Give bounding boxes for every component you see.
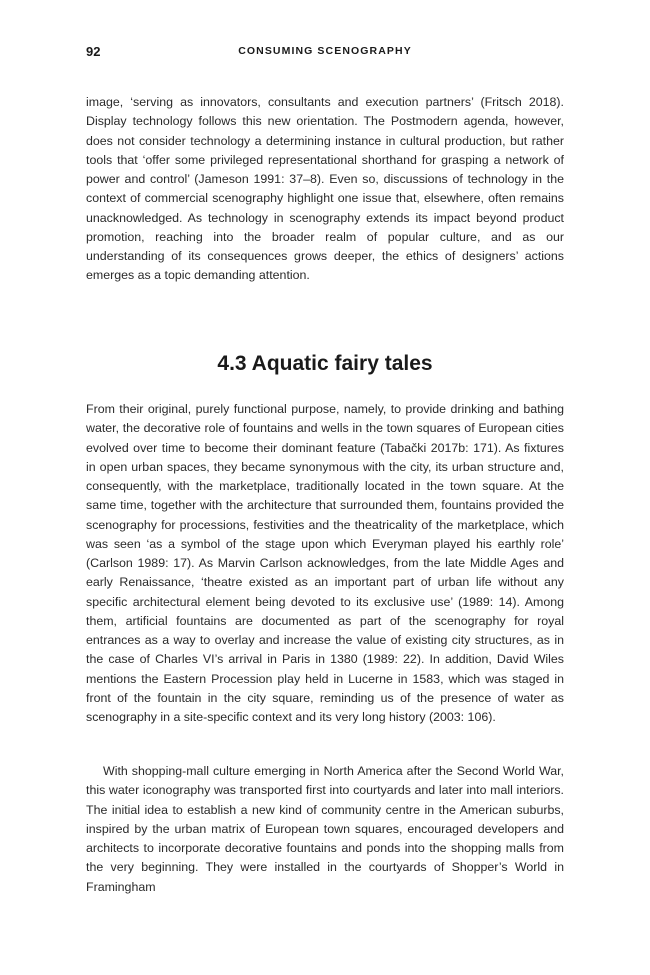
paragraph-fountains-history: From their original, purely functional purpose, namely, to provide drinking and bathing water, the decorative role of fountains and wells in the town squares of European cities evolved over time to become their dominant feature (Tabački 2017b: 171). As fixtures in open urban spaces, they became synonymous with the city, its urban structure and, consequently, with the marketplace, traditionally located in the town square. At the same time, together with the architecture that surrounded them, fountains provided the scenography for processions, festivities and the theatricality of the marketplace, which was seen ‘as a symbol of the stage upon which Everyman played his earthly role’ (Carlson 1989: 17). As Marvin Carlson acknowledges, from the late Middle Ages and early Renaissance, ‘theatre existed as an important part of urban life without any specific architectural element being devoted to its exclusive use’ (1989: 14). Among them, artificial fountains are documented as part of the scenography for royal entrances as a way to overlay and increase the value of existing city structures, as in the case of Charles VI’s arrival in Paris in 1380 (1989: 22). In addition, David Wiles mentions the Eastern Procession play held in Lucerne in 1583, which was staged in front of the fountain in the city square, reminding us of the presence of water as scenography in a site-specific context and its very long history (2003: 106). bbox=[86, 402, 564, 724]
paragraph-continued: image, ‘serving as innovators, consultants and execution partners’ (Fritsch 2018). Display technology follows this new orientation. The Postmodern agenda, however, does not consider technology a determining instance in cultural production, but rather tools that ‘offer some privileged representational shorthand for grasping a network of power and control’ (Jameson 1991: 37–8). Even so, discussions of technology in the context of commercial scenography highlight one issue that, elsewhere, often remains unacknowledged. As technology in scenography extends its impact beyond product promotion, reaching into the broader realm of popular culture, and as our understanding of its consequences grows deeper, the ethics of designers’ actions emerges as a topic demanding attention. bbox=[86, 95, 564, 283]
paragraph-shopping-malls: With shopping-mall culture emerging in North America after the Second World War, this water iconography was transported first into courtyards and later into mall interiors. The initial idea to establish a new kind of community centre in the American suburbs, inspired by the urban matrix of European town squares, encouraged developers and architects to incorporate decorative fountains and ponds into the shopping malls from the very beginning. They were installed in the courtyards of Shopper’s World in Framingham bbox=[86, 764, 564, 894]
running-header bbox=[86, 44, 564, 64]
running-title: CONSUMING SCENOGRAPHY bbox=[238, 45, 412, 57]
section-heading: 4.3 Aquatic fairy tales bbox=[217, 352, 433, 375]
page-number: 92 bbox=[86, 44, 101, 59]
